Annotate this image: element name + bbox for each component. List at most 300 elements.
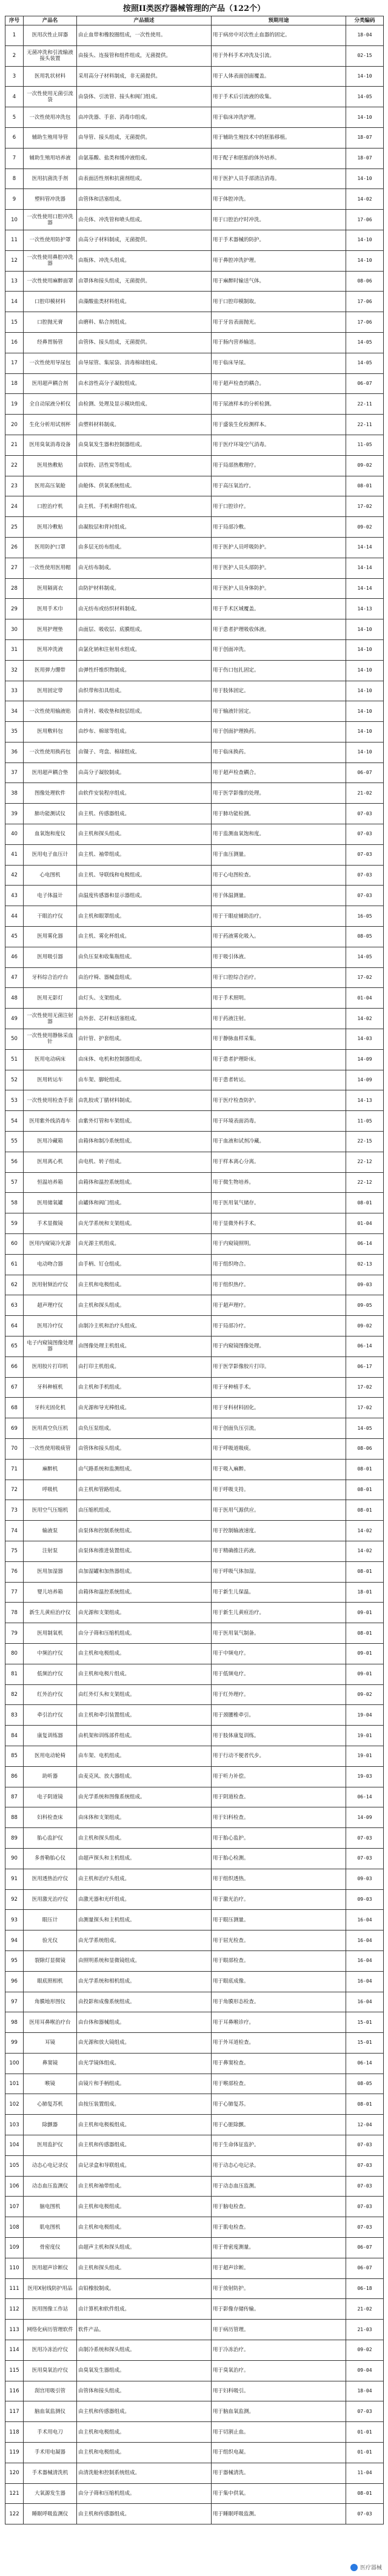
- intended-use: 用于医用气源供应。: [212, 1500, 346, 1521]
- table-row: [5, 1766, 384, 1787]
- product-name: 脑血氧监测仪: [24, 2401, 77, 2422]
- product-description: 由按压装置组成。: [77, 2094, 212, 2115]
- table-row: [5, 2217, 384, 2238]
- product-name: 医用敷料包: [24, 722, 77, 742]
- table-row: [5, 373, 384, 394]
- classification-code: 11-04: [346, 2463, 384, 2483]
- classification-code: 22-12: [346, 1172, 384, 1193]
- intended-use: 用于口腔治疗时冲洗。: [212, 210, 346, 230]
- product-name: 医用耳鼻喉治疗台: [24, 2012, 77, 2033]
- table-row: [5, 988, 384, 1009]
- product-description: 由超声探头和主机组成。: [77, 1848, 212, 1869]
- intended-use: 用于人体表面创面覆盖。: [212, 66, 346, 87]
- classification-code: 17-06: [346, 312, 384, 333]
- intended-use: 用于微生物培养。: [212, 1172, 346, 1193]
- table-row: [5, 2278, 384, 2299]
- intended-use: 用于药液雾化吸入。: [212, 927, 346, 947]
- intended-use: 用于脑血氧监测。: [212, 2401, 346, 2422]
- row-number: 85: [5, 1746, 24, 1766]
- product-name: 医用超声诊断仪: [24, 2258, 77, 2278]
- product-name: 刮宫用吸引管: [24, 2381, 77, 2401]
- classification-code: 22-15: [346, 1132, 384, 1152]
- intended-use: 用于盛装生化检测样本。: [212, 415, 346, 435]
- intended-use: 用于屈光检查。: [212, 1930, 346, 1951]
- row-number: 121: [5, 2483, 24, 2504]
- intended-use: 用于医护人员呼吸防护。: [212, 537, 346, 558]
- product-description: 由投影和成像系统组成。: [77, 1992, 212, 2012]
- product-description: 由负压泵和收集瓶组成。: [77, 947, 212, 967]
- classification-code: 22-11: [346, 415, 384, 435]
- product-name: 医用制氧机: [24, 1623, 77, 1644]
- intended-use: 用于颈腰椎牵引。: [212, 1705, 346, 1726]
- intended-use: 用于耳鼻喉诊疗。: [212, 2012, 346, 2033]
- table-row: [5, 250, 384, 271]
- classification-code: 08-06: [346, 271, 384, 292]
- product-description: 由光学系统和图像系统组成。: [77, 1787, 212, 1807]
- table-row: [5, 1787, 384, 1807]
- row-number: 50: [5, 1029, 24, 1050]
- product-description: 由记录盒和导联组成。: [77, 2155, 212, 2176]
- table-row: [5, 127, 384, 148]
- product-description: 由主机、手机和附件组成。: [77, 496, 212, 517]
- intended-use: 用于行动不便者代步。: [212, 1746, 346, 1766]
- table-row: [5, 742, 384, 762]
- intended-use: 用于器械清洗。: [212, 2463, 346, 2483]
- row-number: 82: [5, 1684, 24, 1705]
- table-row: [5, 599, 384, 619]
- intended-use: 用于肠内营养输送。: [212, 332, 346, 353]
- classification-code: 07-03: [346, 886, 384, 906]
- intended-use: 用于医学影像的处理。: [212, 783, 346, 804]
- product-name: 医用雾化器: [24, 927, 77, 947]
- product-description: 由光源和导光棒组成。: [77, 1398, 212, 1418]
- table-row: [5, 906, 384, 927]
- row-number: 78: [5, 1603, 24, 1623]
- product-name: 手术器械清洗机: [24, 2463, 77, 2483]
- classification-code: 06-07: [346, 2258, 384, 2278]
- product-description: 由光学系统和支架组成。: [77, 1213, 212, 1234]
- product-name: 一次性使用无菌注射器: [24, 1009, 77, 1029]
- intended-use: 用于医学影像胶片打印。: [212, 1356, 346, 1377]
- product-name: 康复训练器: [24, 1726, 77, 1746]
- table-row: [5, 1971, 384, 1992]
- product-name: 一次性使用冲洗包: [24, 107, 77, 128]
- row-number: 7: [5, 148, 24, 169]
- product-name: 一次性使用检查手套: [24, 1090, 77, 1111]
- intended-use: 用于手术器械的防护。: [212, 230, 346, 250]
- row-number: 58: [5, 1193, 24, 1213]
- product-name: 血氧饱和度仪: [24, 824, 77, 845]
- classification-code: 11-05: [346, 435, 384, 455]
- intended-use: 用于体腔冲洗。: [212, 189, 346, 210]
- row-number: 13: [5, 271, 24, 292]
- product-description: 由温度传感器和显示器组成。: [77, 886, 212, 906]
- classification-code: 08-01: [346, 2483, 384, 2504]
- product-name: 一次性使用防护罩: [24, 230, 77, 250]
- product-name: 电子内窥镜图像处理器: [24, 1336, 77, 1357]
- product-name: 医用空气压缩机: [24, 1500, 77, 1521]
- classification-code: 14-10: [346, 722, 384, 742]
- product-description: 由主机和电极板组成。: [77, 2115, 212, 2135]
- product-name: 动态心电记录仪: [24, 2155, 77, 2176]
- intended-use: 用于低频电疗。: [212, 1664, 346, 1684]
- table-row: [5, 1623, 384, 1644]
- table-row: [5, 107, 384, 128]
- table-row: [5, 1234, 384, 1255]
- classification-code: 14-02: [346, 1521, 384, 1541]
- table-row: [5, 1459, 384, 1480]
- product-description: 由箱体和制冷系统组成。: [77, 1132, 212, 1152]
- row-number: 79: [5, 1623, 24, 1644]
- product-name: 医用冲洗液: [24, 639, 77, 660]
- classification-code: 14-10: [346, 66, 384, 87]
- intended-use: 用于组织电凝。: [212, 2443, 346, 2463]
- product-description: 由藻酸盐类材料组成。: [77, 292, 212, 312]
- row-number: 44: [5, 906, 24, 927]
- product-description: 由光学镜体组成。: [77, 2053, 212, 2074]
- product-description: 由表面活性剂和抗菌剂组成。: [77, 169, 212, 189]
- row-number: 49: [5, 1009, 24, 1029]
- product-name: 鼻窦镜: [24, 2053, 77, 2074]
- classification-code: 07-03: [346, 1828, 384, 1849]
- intended-use: 用于口腔综合治疗。: [212, 967, 346, 988]
- product-name: 验光仪: [24, 1930, 77, 1951]
- product-description: 由清洗舱和控制系统组成。: [77, 2463, 212, 2483]
- intended-use: 用于冷冻治疗。: [212, 2340, 346, 2361]
- table-row: [5, 2381, 384, 2401]
- intended-use: 用于血压测量。: [212, 844, 346, 865]
- table-row: [5, 1418, 384, 1439]
- classification-code: 18-04: [346, 2381, 384, 2401]
- row-number: 71: [5, 1459, 24, 1480]
- product-name: 一次性使用鼻腔冲洗器: [24, 250, 77, 271]
- intended-use: 用于肌电检查。: [212, 2217, 346, 2238]
- row-number: 72: [5, 1480, 24, 1500]
- product-description: 由主机和传感器组成。: [77, 2504, 212, 2524]
- row-number: 16: [5, 332, 24, 353]
- classification-code: 14-09: [346, 1807, 384, 1828]
- row-number: 69: [5, 1418, 24, 1439]
- classification-code: 07-03: [346, 2176, 384, 2197]
- product-description: 由打印主机组成。: [77, 1356, 212, 1377]
- product-description: 由泵体和控制系统组成。: [77, 1521, 212, 1541]
- intended-use: 用于体温测量。: [212, 886, 346, 906]
- row-number: 47: [5, 967, 24, 988]
- intended-use: 用于脑电检查。: [212, 2197, 346, 2217]
- row-number: 27: [5, 558, 24, 578]
- intended-use: 用于静脉血样采集。: [212, 1029, 346, 1050]
- product-name: 医用乳状材料: [24, 66, 77, 87]
- product-description: 由罩体和接头组成，无菌提供。: [77, 271, 212, 292]
- intended-use: 用于医用氧气制备。: [212, 1623, 346, 1644]
- classification-code: 08-01: [346, 1623, 384, 1644]
- table-row: [5, 2443, 384, 2463]
- row-number: 65: [5, 1336, 24, 1357]
- table-row: [5, 1950, 384, 1971]
- product-description: 由制冷主机和治疗头组成。: [77, 1316, 212, 1336]
- product-name: 角膜地形图仪: [24, 1992, 77, 2012]
- table-row: [5, 558, 384, 578]
- row-number: 19: [5, 394, 24, 415]
- classification-code: 14-14: [346, 558, 384, 578]
- product-description: 由壳体、冲洗管和喷头组成。: [77, 210, 212, 230]
- product-name: 医用冷疗仪: [24, 1316, 77, 1336]
- product-name: 喉镜: [24, 2074, 77, 2094]
- row-number: 1: [5, 25, 24, 46]
- table-row: [5, 2340, 384, 2361]
- row-number: 21: [5, 435, 24, 455]
- table-row: [5, 1152, 384, 1172]
- product-description: 由冲洗器、手套、消毒巾组成。: [77, 107, 212, 128]
- intended-use: 用于外科手术冲洗及引流。: [212, 45, 346, 66]
- row-number: 9: [5, 189, 24, 210]
- table-row: [5, 1521, 384, 1541]
- row-number: 118: [5, 2422, 24, 2443]
- product-description: 由织带和扣具组成。: [77, 681, 212, 701]
- classification-code: 14-05: [346, 947, 384, 967]
- product-name: 肺功能测试仪: [24, 804, 77, 824]
- intended-use: 用于高压氧治疗。: [212, 476, 346, 496]
- intended-use: 用于麻醉时输送气体。: [212, 271, 346, 292]
- product-description: 由软件安装程序组成。: [77, 783, 212, 804]
- product-name: 医用隔离衣: [24, 578, 77, 599]
- product-description: 由铁粉、活性炭等组成。: [77, 455, 212, 476]
- row-number: 66: [5, 1356, 24, 1377]
- table-row: [5, 1726, 384, 1746]
- product-description: 由主机和探头组成。: [77, 824, 212, 845]
- table-row: [5, 1603, 384, 1623]
- row-number: 102: [5, 2094, 24, 2115]
- table-row: [5, 762, 384, 783]
- classification-code: 14-09: [346, 1070, 384, 1090]
- product-name: 麻醉机: [24, 1459, 77, 1480]
- intended-use: 用于胎心检测。: [212, 1848, 346, 1869]
- product-description: 由臭氧发生器组成。: [77, 2360, 212, 2381]
- classification-code: 07-03: [346, 2135, 384, 2156]
- product-name: 除颤器: [24, 2115, 77, 2135]
- row-number: 105: [5, 2155, 24, 2176]
- product-description: 由加湿罐和加热器组成。: [77, 1561, 212, 1582]
- classification-code: 08-06: [346, 1438, 384, 1459]
- product-description: 由镜片和手柄组成。: [77, 2074, 212, 2094]
- classification-code: 16-04: [346, 1950, 384, 1971]
- row-number: 104: [5, 2135, 24, 2156]
- row-number: 80: [5, 1643, 24, 1664]
- table-row: [5, 2135, 384, 2156]
- classification-code: 01-04: [346, 1213, 384, 1234]
- product-description: 由箱体和温控系统组成。: [77, 1172, 212, 1193]
- product-name: 塑料管冲洗器: [24, 189, 77, 210]
- product-description: 由光学系统和相机组成。: [77, 1971, 212, 1992]
- product-description: 由光源和放大镜组成。: [77, 2033, 212, 2054]
- row-number: 28: [5, 578, 24, 599]
- intended-use: 用于集中供氧。: [212, 2483, 346, 2504]
- row-number: 8: [5, 169, 24, 189]
- intended-use: 用于骨密度测量。: [212, 2238, 346, 2258]
- table-row: [5, 353, 384, 373]
- product-description: 由主机和电极组成。: [77, 2443, 212, 2463]
- classification-code: 09-03: [346, 1869, 384, 1889]
- product-description: 由主机、雾化杯组成。: [77, 927, 212, 947]
- table-row: [5, 1275, 384, 1295]
- table-row: [5, 1336, 384, 1357]
- classification-code: 08-05: [346, 927, 384, 947]
- table-row: [5, 394, 384, 415]
- product-name: 医用储氧罐: [24, 1193, 77, 1213]
- product-name: 医用弹力绷带: [24, 660, 77, 681]
- classification-code: 08-05: [346, 2074, 384, 2094]
- intended-use: 用于精确推注药液。: [212, 1541, 346, 1561]
- product-description: 由主机和治疗头组成。: [77, 1869, 212, 1889]
- intended-use: 用于眼部检查。: [212, 1950, 346, 1971]
- classification-code: 18-07: [346, 148, 384, 169]
- classification-code: 09-04: [346, 2360, 384, 2381]
- classification-code: 18-04: [346, 25, 384, 46]
- table-row: [5, 1643, 384, 1664]
- table-row: [5, 332, 384, 353]
- product-description: 由止血带和橡胶圈组成，一次性使用。: [77, 25, 212, 46]
- row-number: 100: [5, 2053, 24, 2074]
- product-name: 输液泵: [24, 1521, 77, 1541]
- table-row: [5, 2238, 384, 2258]
- intended-use: 用于患者护理吸收体液。: [212, 619, 346, 640]
- intended-use: 用于动态心电记录。: [212, 2155, 346, 2176]
- product-name: 口腔抛光膏: [24, 312, 77, 333]
- row-number: 107: [5, 2197, 24, 2217]
- classification-code: 09-01: [346, 1664, 384, 1684]
- product-name: 低频治疗仪: [24, 1664, 77, 1684]
- row-number: 29: [5, 599, 24, 619]
- product-name: 手术用电刀: [24, 2422, 77, 2443]
- classification-code: 19-03: [346, 1766, 384, 1787]
- product-name: 医用护理垫: [24, 619, 77, 640]
- row-number: 114: [5, 2340, 24, 2361]
- table-header: [5, 16, 384, 25]
- intended-use: 用于口腔诊疗。: [212, 496, 346, 517]
- product-description: 由光源主机组成。: [77, 1234, 212, 1255]
- intended-use: 用于中频电疗。: [212, 1643, 346, 1664]
- intended-use: 用于组织热疗。: [212, 1275, 346, 1295]
- intended-use: 用于临床导尿。: [212, 353, 346, 373]
- intended-use: 用于鼻腔冲洗护理。: [212, 250, 346, 271]
- table-row: [5, 619, 384, 640]
- product-name: 多普勒胎心仪: [24, 1848, 77, 1869]
- product-name: 医用监护仪: [24, 2135, 77, 2156]
- product-description: 由床体和支架组成。: [77, 1807, 212, 1828]
- product-description: 由管体和活塞组成。: [77, 189, 212, 210]
- table-row: [5, 292, 384, 312]
- row-number: 15: [5, 312, 24, 333]
- intended-use: 用于影像存储传输。: [212, 2299, 346, 2320]
- row-number: 90: [5, 1848, 24, 1869]
- classification-code: 14-03: [346, 1029, 384, 1050]
- product-description: 由主机和管路组成。: [77, 1480, 212, 1500]
- classification-code: 08-01: [346, 1561, 384, 1582]
- product-name: 牙科光固化机: [24, 1398, 77, 1418]
- product-description: 由主机和探头组成。: [77, 2258, 212, 2278]
- table-row: [5, 578, 384, 599]
- product-description: 由导管、接头组成，无菌提供。: [77, 127, 212, 148]
- product-description: 由多层无纺布组成。: [77, 537, 212, 558]
- classification-code: 14-10: [346, 250, 384, 271]
- table-row: [5, 783, 384, 804]
- intended-use: 用于呼吸道吸痰。: [212, 1438, 346, 1459]
- classification-code: 19-04: [346, 1705, 384, 1726]
- classification-code: 06-14: [346, 1787, 384, 1807]
- product-description: 由激光器和光纤组成。: [77, 1889, 212, 1910]
- table-row: [5, 804, 384, 824]
- classification-code: 14-02: [346, 1009, 384, 1029]
- intended-use: 用于医用氧气储存。: [212, 1193, 346, 1213]
- intended-use: 用于医疗环境空气消毒。: [212, 435, 346, 455]
- classification-code: 06-14: [346, 2053, 384, 2074]
- intended-use: 用于组织透热。: [212, 1869, 346, 1889]
- classification-code: 08-01: [346, 1480, 384, 1500]
- product-name: 动态血压监测仪: [24, 2176, 77, 2197]
- row-number: 37: [5, 762, 24, 783]
- product-description: 由主机和电极组成。: [77, 2422, 212, 2443]
- classification-code: 14-13: [346, 1090, 384, 1111]
- intended-use: 用于牙齿表面抛光。: [212, 312, 346, 333]
- row-number: 99: [5, 2033, 24, 2054]
- product-description: 由主机、袖带组成。: [77, 844, 212, 865]
- intended-use: 用于输液针固定。: [212, 701, 346, 722]
- product-name: 电子阴道镜: [24, 1787, 77, 1807]
- table-row: [5, 1193, 384, 1213]
- product-name: 医用加湿器: [24, 1561, 77, 1582]
- table-row: [5, 415, 384, 435]
- table-row: [5, 517, 384, 538]
- row-number: 31: [5, 639, 24, 660]
- row-number: 61: [5, 1254, 24, 1275]
- product-description: 由主机和电极组成。: [77, 2217, 212, 2238]
- product-description: 由制冷系统和探头组成。: [77, 2340, 212, 2361]
- intended-use: 用于睡眠呼吸监测。: [212, 2504, 346, 2524]
- table-row: [5, 1807, 384, 1828]
- product-name: 大氧源发生器: [24, 2483, 77, 2504]
- row-number: 52: [5, 1070, 24, 1090]
- table-row: [5, 210, 384, 230]
- classification-code: 07-03: [346, 844, 384, 865]
- intended-use: 用于临床冲洗护理。: [212, 107, 346, 128]
- table-row: [5, 2483, 384, 2504]
- product-description: 由检测、处理及显示模块组成。: [77, 394, 212, 415]
- table-row: [5, 455, 384, 476]
- classification-code: 17-06: [346, 292, 384, 312]
- product-name: 医用超声耦合剂: [24, 373, 77, 394]
- product-description: 由台体和器械组成。: [77, 2012, 212, 2033]
- classification-code: 17-02: [346, 967, 384, 988]
- row-number: 63: [5, 1295, 24, 1316]
- intended-use: 用于超声检查耦合。: [212, 762, 346, 783]
- classification-code: 11-05: [346, 1111, 384, 1132]
- intended-use: 用于医护人员身体防护。: [212, 578, 346, 599]
- table-row: [5, 1356, 384, 1377]
- table-row: [5, 2074, 384, 2094]
- intended-use: 用于局部冷疗。: [212, 1316, 346, 1336]
- table-row: [5, 87, 384, 107]
- product-name: 医用臭氧消毒设备: [24, 435, 77, 455]
- product-description: 由主机和电极片组成。: [77, 1664, 212, 1684]
- product-name: 医用超声耦合垫: [24, 762, 77, 783]
- classification-code: 06-17: [346, 1356, 384, 1377]
- product-description: 由手柄、钉仓组成。: [77, 1254, 212, 1275]
- table-row: [5, 2053, 384, 2074]
- row-number: 35: [5, 722, 24, 742]
- classification-code: 09-01: [346, 1603, 384, 1623]
- table-row: [5, 1316, 384, 1336]
- header-name: 产品名: [24, 16, 77, 25]
